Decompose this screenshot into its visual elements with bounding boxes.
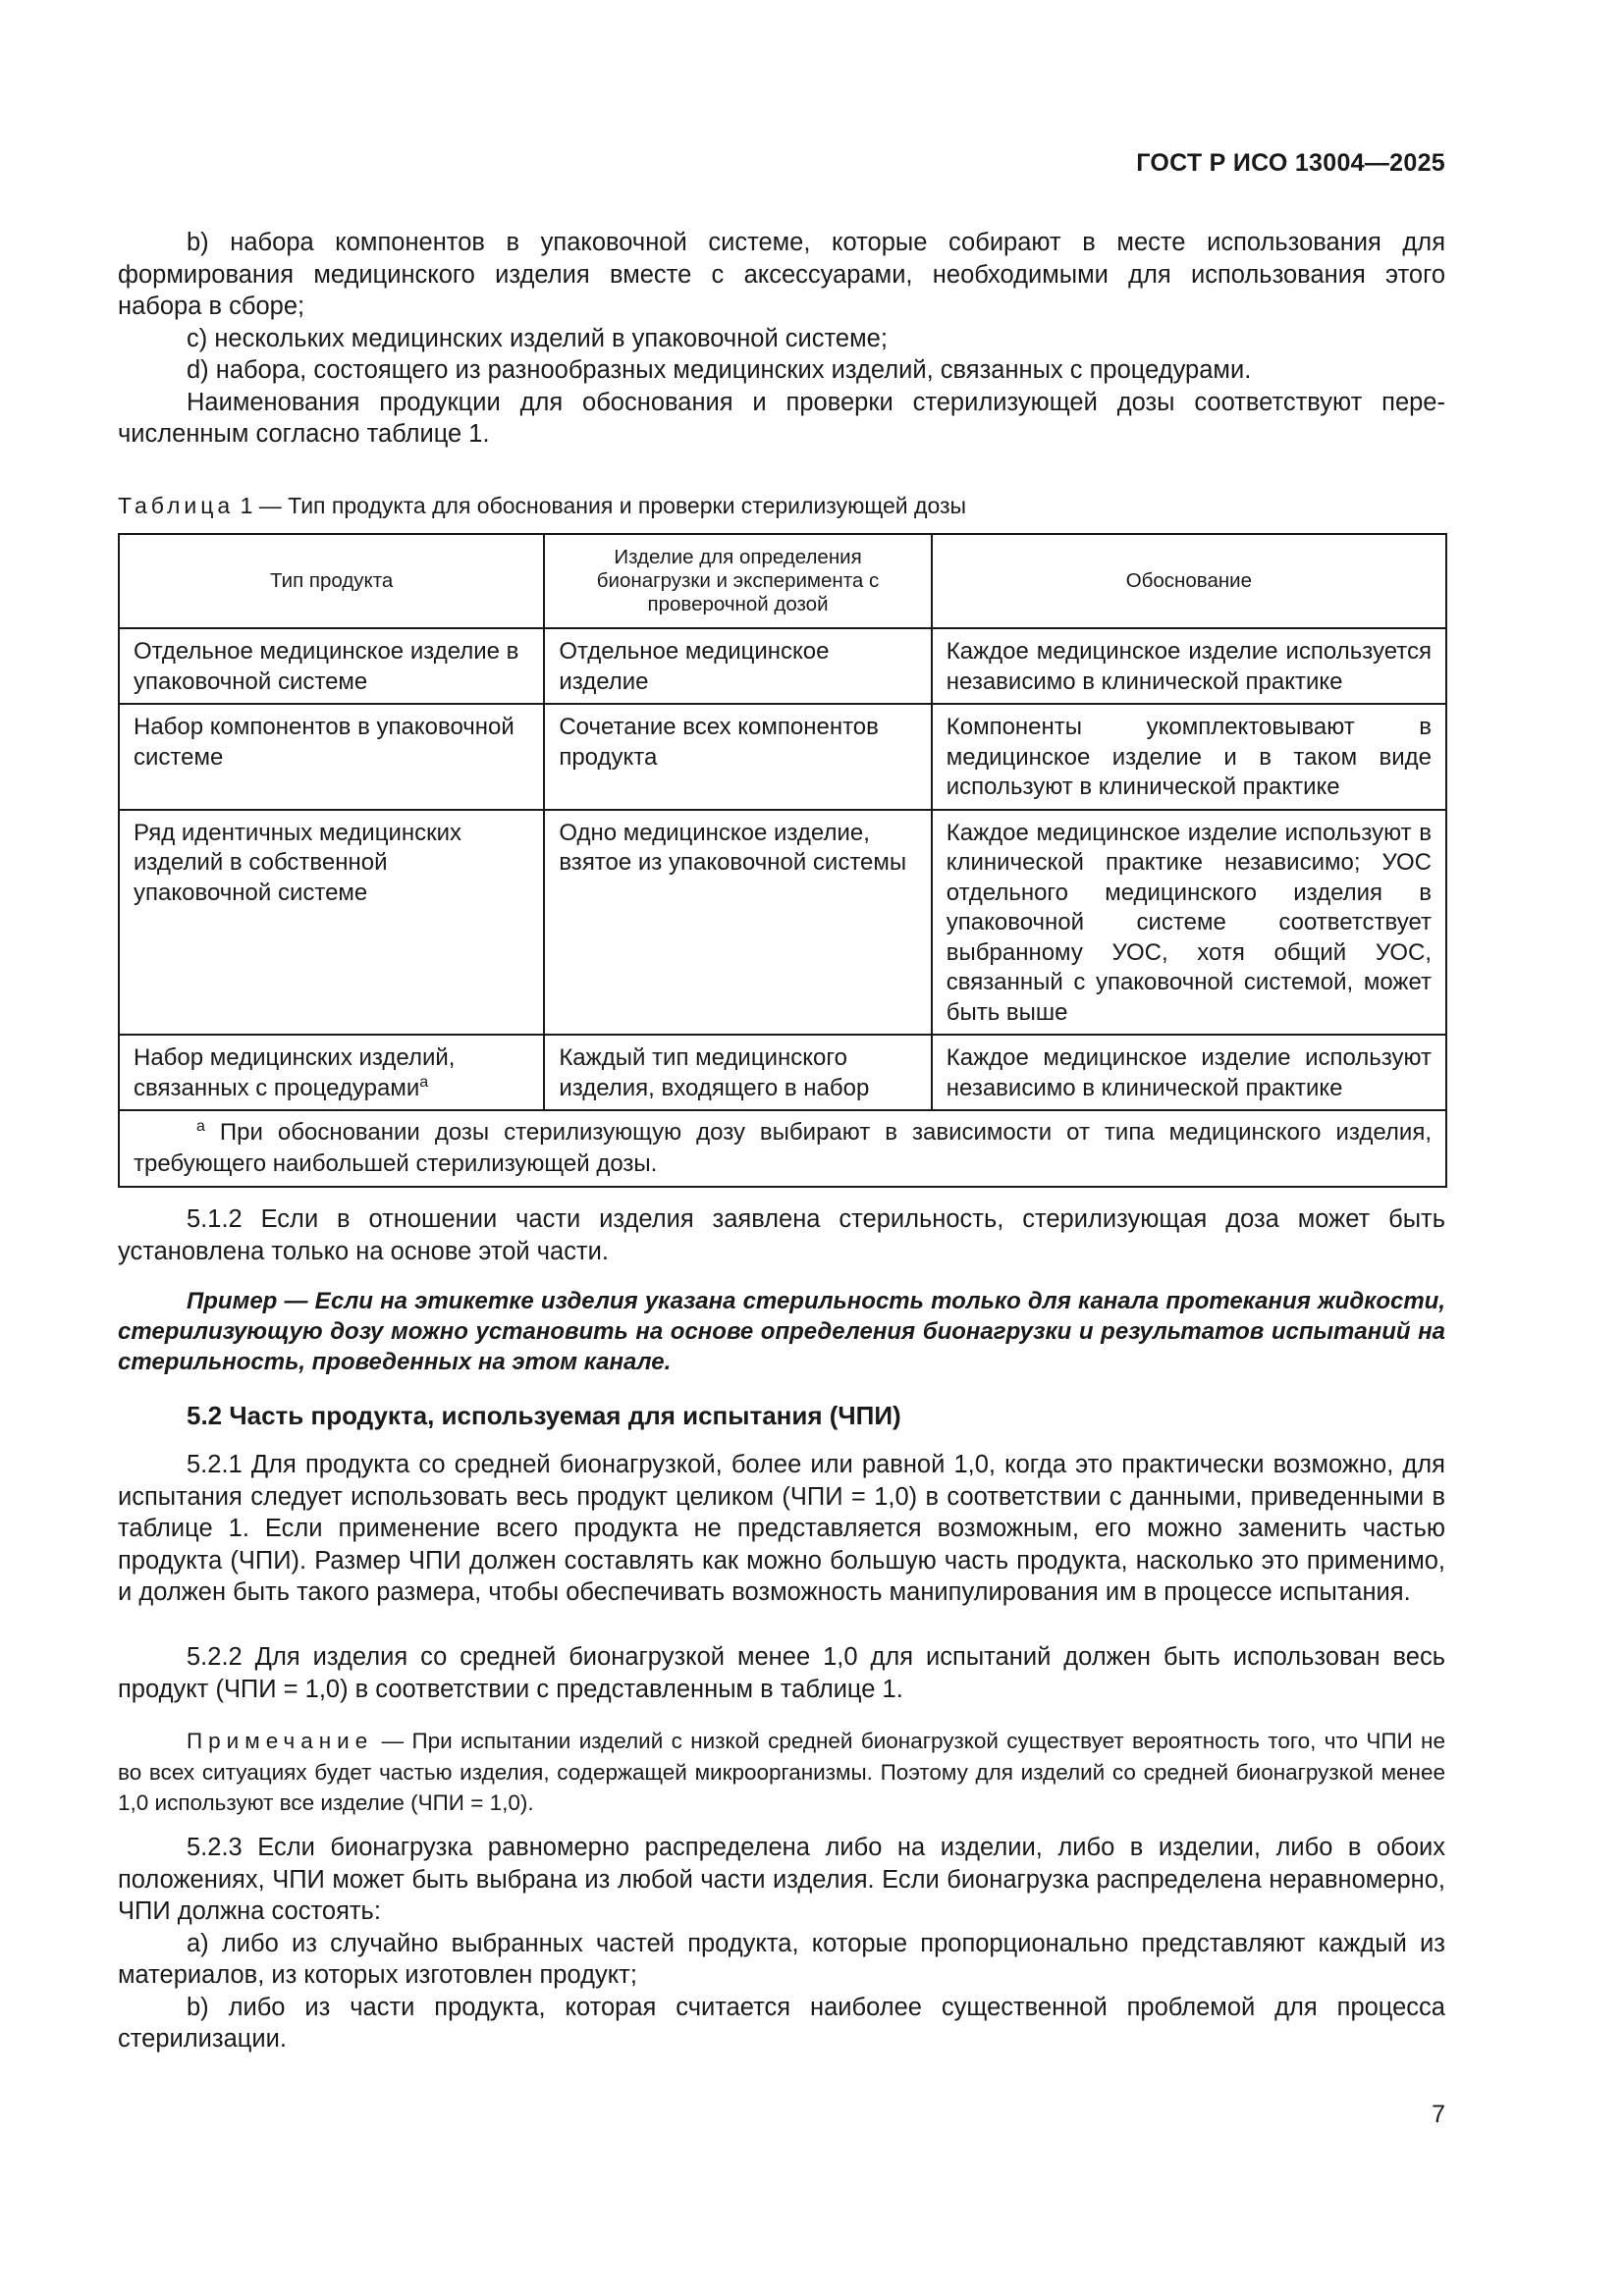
table-cell: Набор компонентов в упаковочной системе	[119, 704, 544, 810]
table-cell: Каждый тип медицинского изделия, входящего в набор	[544, 1035, 931, 1110]
footnote-ref: a	[419, 1073, 429, 1091]
paragraph-5-1-2: 5.1.2 Если в отношении части изделия заявлена стерильность, стерилизующая доза может быть установлена только на основе этой части.	[118, 1205, 1445, 1265]
table-row	[119, 1035, 1446, 1110]
table-row	[119, 704, 1446, 810]
section-5-2-title: 5.2 Часть продукта, используемая для испытания (ЧПИ)	[187, 1401, 901, 1430]
table-cell: Каждое медицинское изделие используют в клинической практике независимо; УОС отдельного медицинского изделия в упаковочной системе соответствует выбранному УОС, хотя общий УОС, связанный с упаковочной системой, может быть выше	[932, 810, 1446, 1036]
footnote-text: При обосновании дозы стерилизующую дозу выбирают в зависимости от типа медицинского изделия, требующего наибольшей стерилизующей дозы.	[134, 1119, 1432, 1177]
table-header-cell: Изделие для определения бионагрузки и эксперимента с проверочной дозой	[544, 534, 931, 628]
table-header-cell: Тип продукта	[119, 534, 544, 628]
table-1	[118, 533, 1447, 1188]
paragraph-5-2-2: 5.2.2 Для изделия со средней бионагрузкой менее 1,0 для испытаний должен быть использован весь продукт (ЧПИ = 1,0) в соответствии с представленным в таблице 1.	[118, 1643, 1445, 1703]
list-item-d: d) набора, состоящего из разнообразных медицинских изделий, связанных с процедурами.	[187, 356, 1252, 384]
table-cell: Компоненты укомплектовывают в медицинское изделие и в таком виде используют в клинической практике	[932, 704, 1446, 810]
intro-list	[118, 227, 1445, 451]
list-item-b-line1: b) набора компонентов в упаковочной системе, которые собирают в месте использования для	[187, 229, 1445, 256]
footnote-marker: a	[196, 1118, 205, 1135]
table-footnote	[119, 1110, 1446, 1187]
table-cell: Каждое медицинское изделие используют независимо в клинической практике	[932, 1035, 1446, 1110]
table-cell-text: Набор медицинских изделий, связанных с процедурами	[134, 1044, 456, 1101]
list-item-b-line2: формирования медицинского изделия вместе с аксессуарами, необходимыми для использования этого	[118, 260, 1445, 289]
table-cell	[119, 1035, 544, 1110]
table-header-row	[119, 534, 1446, 628]
table-footnote-row	[119, 1110, 1446, 1187]
table-caption-label: Таблица	[118, 493, 235, 518]
example-paragraph: Пример — Если на этикетке изделия указана стерильность только для канала протекания жидкости, стерилизующую дозу можно установить на основе определения бионагрузки и результатов испытаний на стерильность, проведенных на этом канале.	[118, 1288, 1445, 1375]
table-row	[119, 810, 1446, 1036]
paragraph-5-2-3: 5.2.3 Если бионагрузка равномерно распределена либо на изделии, либо в изделии, либо в обоих положениях, ЧПИ может быть выбрана из любой части изделия. Если бионагрузка распределена неравномерно, ЧПИ должна состоять:	[118, 1834, 1445, 1925]
table-cell: Отдельное медицинское изделие в упаковочной системе	[119, 628, 544, 704]
table-header-cell: Обоснование	[932, 534, 1446, 628]
names-paragraph-line2: численным согласно таблице 1.	[118, 420, 490, 448]
table-row	[119, 628, 1446, 704]
list-item-c: c) нескольких медицинских изделий в упаковочной системе;	[187, 324, 888, 352]
document-header: ГОСТ Р ИСО 13004—2025	[1136, 149, 1445, 177]
table-cell: Каждое медицинское изделие используется независимо в клинической практике	[932, 628, 1446, 704]
table-cell: Ряд идентичных медицинских изделий в собственной упаковочной системе	[119, 810, 544, 1036]
note-label: Примечание	[187, 1729, 374, 1753]
names-paragraph-line1: Наименования продукции для обоснования и проверки стерилизующей дозы соответствуют пере-	[187, 388, 1445, 416]
note-paragraph	[118, 1726, 1445, 1819]
table-cell: Одно медицинское изделие, взятое из упаковочной системы	[544, 810, 931, 1036]
list-item-b-line3: набора в сборе;	[118, 293, 305, 320]
table-cell: Отдельное медицинское изделие	[544, 628, 931, 704]
paragraph-5-2-3-a: a) либо из случайно выбранных частей продукта, которые пропорционально представляют каждый из материалов, из которых изготовлен продукт;	[118, 1929, 1445, 1989]
table-cell: Сочетание всех компонентов продукта	[544, 704, 931, 810]
table-caption	[118, 493, 966, 519]
paragraph-5-2-1: 5.2.1 Для продукта со средней бионагрузкой, более или равной 1,0, когда это практически возможно, для испытания следует использовать весь продукт целиком (ЧПИ = 1,0) в соответствии с данными, приведенными в таблице 1. Если применение всего продукта не представляется возможным, его можно заменить частью продукта (ЧПИ). Размер ЧПИ должен составлять как можно большую часть продукта, насколько это применимо, и должен быть такого размера, чтобы обеспечивать возможность манипулирования им в процессе испытания.	[118, 1451, 1445, 1606]
page-number: 7	[1432, 2101, 1445, 2128]
paragraph-5-2-3-b: b) либо из части продукта, которая считается наиболее существенной проблемой для процесса стерилизации.	[118, 1993, 1445, 2053]
table-caption-text: 1 — Тип продукта для обоснования и проверки стерилизующей дозы	[234, 493, 967, 518]
note-text: — При испытании изделий с низкой средней бионагрузкой существует вероятность того, что ЧПИ не во всех ситуациях будет частью изделия, содержащей микроорганизмы. Поэтому для изделий со средней бионагрузкой менее 1,0 используют все изделие (ЧПИ = 1,0).	[118, 1729, 1445, 1815]
